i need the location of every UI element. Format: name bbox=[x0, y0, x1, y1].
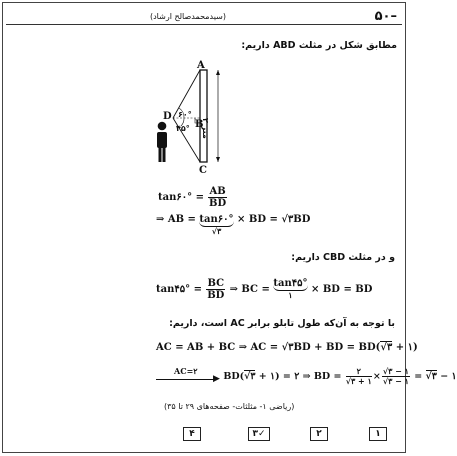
question-number: ۵۰– bbox=[374, 9, 397, 24]
answer-option-4[interactable]: ۴ bbox=[183, 427, 201, 441]
eq5-tail: − ۱ bbox=[440, 371, 457, 382]
underbrace-top: tan۴۵° bbox=[273, 278, 308, 289]
implies-arrow: AC=۲ ▶ bbox=[156, 370, 220, 384]
label-d: D bbox=[163, 111, 172, 122]
fraction-numerator: BC bbox=[207, 278, 225, 289]
equation-bc bbox=[156, 278, 372, 301]
label-c: C bbox=[199, 165, 207, 176]
underbrace-tan60 bbox=[199, 214, 233, 236]
dim-arrow-bottom bbox=[216, 157, 220, 162]
sqrt3-overline: √۳ bbox=[380, 342, 393, 353]
fraction-2-over: $\frac{۲}{√۳ + ۱}$ bbox=[345, 366, 372, 386]
tan45-lhs: tan۴۵° = bbox=[156, 284, 202, 295]
underbrace-bottom: √۳ bbox=[211, 226, 222, 236]
eq5-part-b: + ۱) = ۲ ⇒ BD = bbox=[258, 371, 342, 382]
answer-option-3[interactable]: ۳✓ bbox=[248, 427, 270, 441]
equation-ab bbox=[156, 214, 310, 236]
underbrace-bottom: ۱ bbox=[288, 290, 293, 300]
text-ac: با توجه به آن‌که طول تابلو برابر AC است، داریم: bbox=[169, 318, 395, 329]
fraction-ab-bd bbox=[208, 186, 226, 209]
eq2-post: × BD = √۳BD bbox=[237, 214, 311, 225]
sqrt3-overline: √۳ bbox=[425, 371, 437, 382]
answer-option-1[interactable]: ۱ bbox=[369, 427, 387, 441]
fraction-bc-bd bbox=[206, 278, 225, 301]
height-label: ۲ متر bbox=[201, 118, 210, 139]
underbrace-top: tan۶۰° bbox=[199, 214, 234, 225]
fraction-denominator: BD bbox=[209, 198, 227, 209]
equation-ac bbox=[156, 342, 418, 353]
eq4-part-a: AC = AB + BC ⇒ AC = √۳BD + BD = BD( bbox=[156, 342, 381, 353]
sqrt3-overline: √۳ bbox=[244, 371, 256, 382]
eq3-mid: ⇒ BC = bbox=[229, 284, 270, 295]
angle-60-label: ۶۰° bbox=[178, 110, 192, 119]
text-cbd: و در مثلث CBD داریم: bbox=[291, 252, 395, 263]
source-reference: (ریاضی ۱- مثلثات- صفحه‌های ۲۹ تا ۳۵) bbox=[164, 402, 295, 411]
eq5-equals: = bbox=[414, 371, 423, 382]
person-icon bbox=[157, 122, 167, 162]
answer-option-2[interactable]: ۲ bbox=[310, 427, 328, 441]
eq3-post: × BD = BD bbox=[310, 284, 373, 295]
dim-arrow-top bbox=[216, 70, 220, 75]
equation-tan60 bbox=[158, 186, 228, 209]
eq2-pre: ⇒ AB = bbox=[156, 214, 196, 225]
fraction-denominator: BD bbox=[207, 290, 225, 301]
equation-bd: AC=۲ ▶ BD(√۳ + ۱) = ۲ ⇒ BD = $\frac{۲}{√۳ + ۱}$ × $\frac{√۳ - ۱}{√۳ - ۱}$ = √۳ − ۱ bbox=[156, 367, 457, 386]
intro-text: مطابق شکل در مثلث ABD داریم: bbox=[241, 40, 397, 51]
fraction-numerator: AB bbox=[209, 186, 226, 197]
eq5-part-a: BD( bbox=[223, 371, 245, 382]
underbrace-tan45 bbox=[273, 278, 307, 300]
eq4-part-b: + ۱) bbox=[395, 342, 418, 353]
board bbox=[200, 70, 207, 162]
label-a: A bbox=[197, 60, 205, 71]
fraction-conjugate: $\frac{√۳ - ۱}{√۳ - ۱}$ bbox=[382, 366, 409, 386]
author-name: (سیدمحمدصالح ارشاد) bbox=[150, 12, 226, 21]
angle-45-label: ۴۵° bbox=[176, 124, 190, 133]
label-b: B bbox=[195, 119, 204, 130]
header-divider bbox=[6, 24, 402, 25]
tan60-lhs: tan۶۰° = bbox=[158, 192, 204, 203]
arrow-label: AC=۲ bbox=[174, 365, 198, 376]
